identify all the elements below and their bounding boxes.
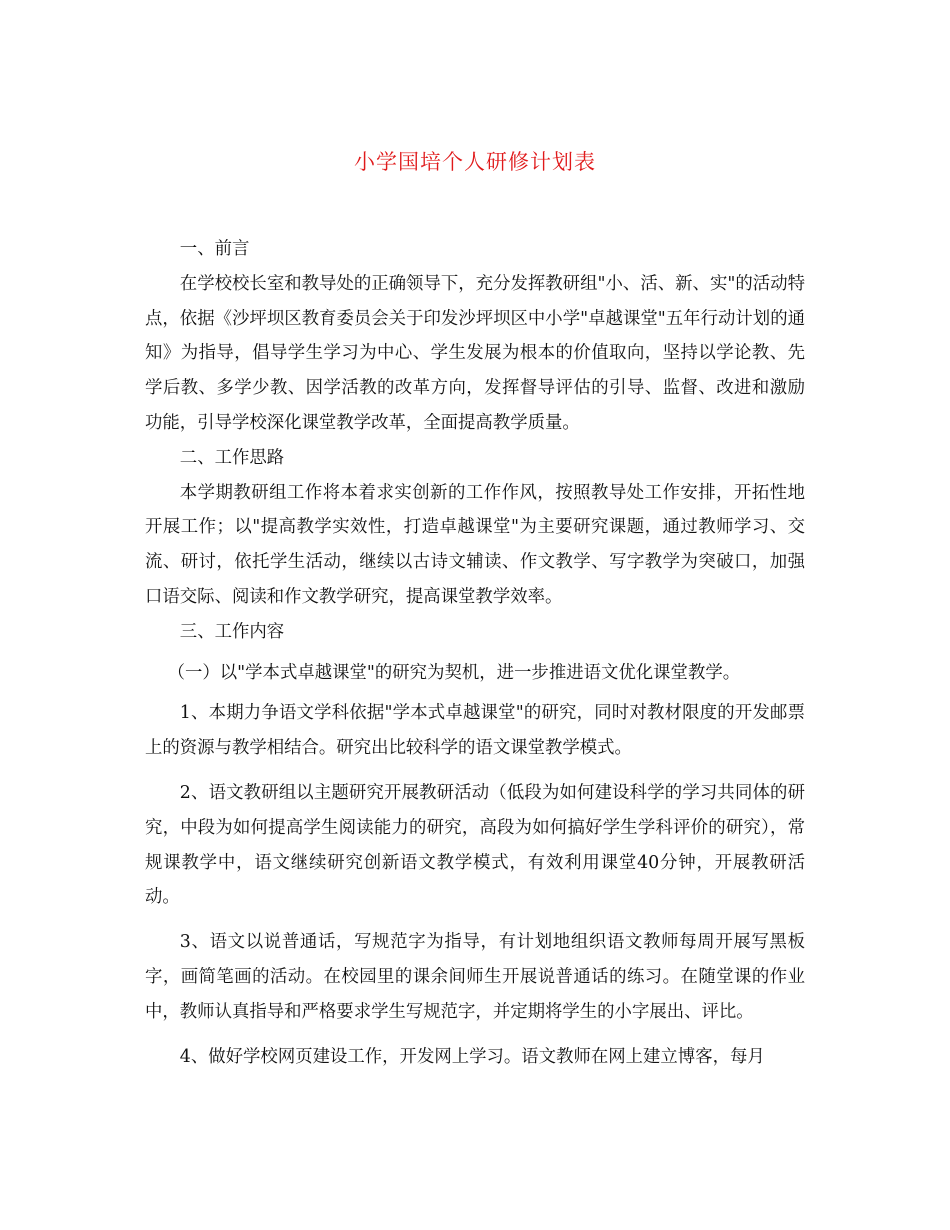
subsection-heading: （一）以"学本式卓越课堂"的研究为契机，进一步推进语文优化课堂教学。 xyxy=(167,662,741,683)
section-heading: 二、工作思路 xyxy=(179,447,285,468)
list-item: 3、语文以说普通话，写规范字为指导，有计划地组织语文教师每周开展写黑板字，画简笔画的活动。在校园里的课余间师生开展说普通话的练习。在随堂课的作业中，教师认真指导和严格要求学生写规范字，并定期将学生的小字展出、评比。 xyxy=(145,932,805,1022)
paragraph: 本学期教研组工作将本着求实创新的工作作风，按照教导处工作安排，开拓性地开展工作；以"提高教学实效性，打造卓越课堂"为主要研究课题，通过教师学习、交流、研讨，依托学生活动，继续以古诗文辅读、作文教学、写字教学为突破口，加强口语交际、阅读和作文教学研究，提高课堂教学效率。 xyxy=(145,482,805,607)
section-heading: 三、工作内容 xyxy=(179,621,285,642)
list-item: 2、语文教研组以主题研究开展教研活动（低段为如何建设科学的学习共同体的研究，中段为如何提高学生阅读能力的研究，高段为如何搞好学生学科评价的研究），常规课教学中，语文继续研究创新语文教学模式，有效利用课堂40分钟，开展教研活动。 xyxy=(145,782,805,908)
list-item: 1、本期力争语文学科依据"学本式卓越课堂"的研究，同时对教材限度的开发邮票上的资源与教学相结合。研究出比较科学的语文课堂教学模式。 xyxy=(145,703,805,759)
section-heading: 一、前言 xyxy=(179,239,250,259)
document-title: 小学国培个人研修计划表 xyxy=(354,150,596,174)
document-body xyxy=(145,232,805,1074)
list-item: 4、做好学校网页建设工作，开发网上学习。语文教师在网上建立博客，每月 xyxy=(179,1046,765,1067)
paragraph: 在学校校长室和教导处的正确领导下，充分发挥教研组"小、活、新、实"的活动特点，依据《沙坪坝区教育委员会关于印发沙坪坝区中小学"卓越课堂"五年行动计划的通知》为指导，倡导学生学习为中心、学生发展为根本的价值取向，坚持以学论教、先学后教、多学少教、因学活教的改革方向，发挥督导评估的引导、监督、改进和激励功能，引导学校深化课堂教学改革，全面提高教学质量。 xyxy=(145,273,805,433)
